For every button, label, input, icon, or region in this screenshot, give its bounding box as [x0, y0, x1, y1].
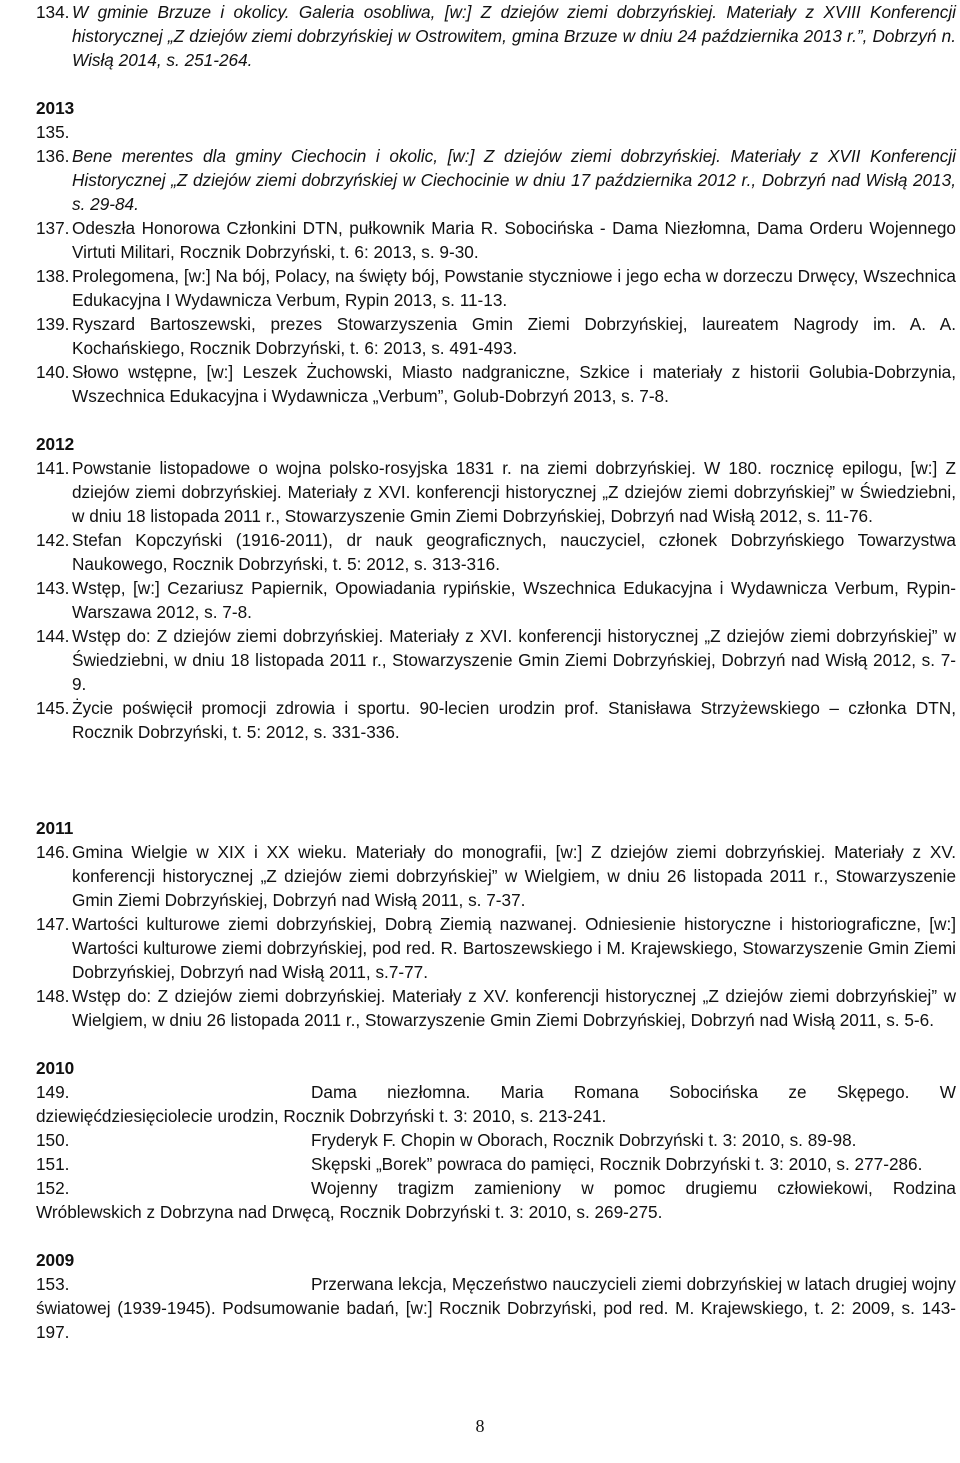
spacer — [36, 408, 956, 432]
list-item: 135. — [36, 122, 70, 142]
year-heading: 2010 — [36, 1058, 75, 1078]
year-heading: 2012 — [36, 434, 75, 454]
list-item: 147. Wartości kulturowe ziemi dobrzyńskiej, Dobrą Ziemią nazwanej. Odniesienie historyczne i historiograficzne, [w:] Wartości kulturowe ziemi dobrzyńskiej, pod red. R. Bartoszewskiego i M. Krajewskiego, Stowarzyszenie Gmin Ziemi Dobrzyńskiej, Dobrzyń nad Wisłą 2011, s.7-77. — [36, 914, 956, 982]
list-item: 148. Wstęp do: Z dziejów ziemi dobrzyńskiej. Materiały z XV. konferencji historycznej „Z dziejów ziemi dobrzyńskiej” w Wielgiem, w dniu 26 listopada 2011 r., Stowarzyszenie Gmin Ziemi Dobrzyńskiej, Dobrzyń nad Wisłą 2011, s. 5-6. — [36, 986, 956, 1030]
year-heading: 2013 — [36, 98, 75, 118]
year-heading: 2009 — [36, 1250, 75, 1270]
spacer — [36, 72, 956, 96]
list-item: 149. Dama niezłomna. Maria Romana Sobocińska ze Skępego. W dziewięćdziesięciolecie urodzin, Rocznik Dobrzyński t. 3: 2010, s. 213-241. — [36, 1082, 956, 1126]
bibliography-list — [36, 0, 956, 1344]
list-item: 143. Wstęp, [w:] Cezariusz Papiernik, Opowiadania rypińskie, Wszechnica Edukacyjna i Wydawnicza Verbum, Rypin-Warszawa 2012, s. 7-8. — [36, 578, 956, 622]
spacer — [36, 1032, 956, 1056]
list-item: 152. Wojenny tragizm zamieniony w pomoc drugiemu człowiekowi, Rodzina Wróblewskich z Dobrzyna nad Drwęcą, Rocznik Dobrzyński t. 3: 2010, s. 269-275. — [36, 1178, 956, 1222]
list-item: 150. Fryderyk F. Chopin w Oborach, Rocznik Dobrzyński t. 3: 2010, s. 89-98. — [36, 1130, 857, 1150]
list-item: 134. W gminie Brzuze i okolicy. Galeria osobliwa, [w:] Z dziejów ziemi dobrzyńskiej. Materiały z XVIII Konferencji historycznej „Z dziejów ziemi dobrzyńskiej w Ostrowitem, gmina Brzuze w dniu 24 października 2013 r.”, Dobrzyń n. Wisłą 2014, s. 251-264. — [36, 2, 956, 70]
year-heading: 2011 — [36, 818, 74, 838]
list-item: 145. Życie poświęcił promocji zdrowia i sportu. 90-lecien urodzin prof. Stanisława Strzyżewskiego – członka DTN, Rocznik Dobrzyński, t. 5: 2012, s. 331-336. — [36, 698, 956, 742]
list-item: 136. Bene merentes dla gminy Ciechocin i okolic, [w:] Z dziejów ziemi dobrzyńskiej. Materiały z XVII Konferencji Historycznej „Z dziejów ziemi dobrzyńskiej w Ciechocinie w dniu 17 października 2012 r., Dobrzyń nad Wisłą 2013, s. 29-84. — [36, 146, 956, 214]
list-item: 142. Stefan Kopczyński (1916-2011), dr nauk geograficznych, nauczyciel, członek Dobrzyńskiego Towarzystwa Naukowego, Rocznik Dobrzyński, t. 5: 2012, s. 313-316. — [36, 530, 956, 574]
list-item: 137. Odeszła Honorowa Członkini DTN, pułkownik Maria R. Sobocińska - Dama Niezłomna, Dama Orderu Wojennego Virtuti Militari, Rocznik Dobrzyński, t. 6: 2013, s. 9-30. — [36, 218, 956, 262]
list-item: 141. Powstanie listopadowe o wojna polsko-rosyjska 1831 r. na ziemi dobrzyńskiej. W 180. rocznicę epilogu, [w:] Z dziejów ziemi dobrzyńskiej. Materiały z XVI. konferencji historycznej „Z dziejów ziemi dobrzyńskiej” w Świedziebni, w dniu 18 listopada 2011 r., Stowarzyszenie Gmin Ziemi Dobrzyńskiej, Dobrzyń nad Wisłą 2012, s. 11-76. — [36, 458, 956, 526]
list-item: 140. Słowo wstępne, [w:] Leszek Żuchowski, Miasto nadgraniczne, Szkice i materiały z historii Golubia-Dobrzynia, Wszechnica Edukacyjna i Wydawnicza „Verbum”, Golub-Dobrzyń 2013, s. 7-8. — [36, 362, 956, 406]
list-item: 139. Ryszard Bartoszewski, prezes Stowarzyszenia Gmin Ziemi Dobrzyńskiej, laureatem Nagrody im. A. A. Kochańskiego, Rocznik Dobrzyński, t. 6: 2013, s. 491-493. — [36, 314, 956, 358]
spacer — [36, 744, 956, 816]
list-item: 144. Wstęp do: Z dziejów ziemi dobrzyńskiej. Materiały z XVI. konferencji historycznej „Z dziejów ziemi dobrzyńskiej” w Świedziebni, w dniu 18 listopada 2011 r., Stowarzyszenie Gmin Ziemi Dobrzyńskiej, Dobrzyń nad Wisłą 2012, s. 7-9. — [36, 626, 956, 694]
list-item: 138. Prolegomena, [w:] Na bój, Polacy, na święty bój, Powstanie styczniowe i jego echa w dorzeczu Drwęcy, Wszechnica Edukacyjna I Wydawnicza Verbum, Rypin 2013, s. 11-13. — [36, 266, 956, 310]
list-item: 153. Przerwana lekcja, Męczeństwo nauczycieli ziemi dobrzyńskiej w latach drugiej wojny światowej (1939-1945). Podsumowanie badań, [w:] Rocznik Dobrzyński, pod red. M. Krajewskiego, t. 2: 2009, s. 143-197. — [36, 1274, 956, 1342]
list-item: 151. Skępski „Borek” powraca do pamięci, Rocznik Dobrzyński t. 3: 2010, s. 277-286. — [36, 1154, 923, 1174]
page-number: 8 — [475, 1416, 485, 1436]
list-item: 146. Gmina Wielgie w XIX i XX wieku. Materiały do monografii, [w:] Z dziejów ziemi dobrzyńskiej. Materiały z XV. konferencji historycznej „Z dziejów ziemi dobrzyńskiej” w Wielgiem, w dniu 26 listopada 2011 r., Stowarzyszenie Gmin Ziemi Dobrzyńskiej, Dobrzyń nad Wisłą 2011, s. 7-37. — [36, 842, 956, 910]
spacer — [36, 1224, 956, 1248]
